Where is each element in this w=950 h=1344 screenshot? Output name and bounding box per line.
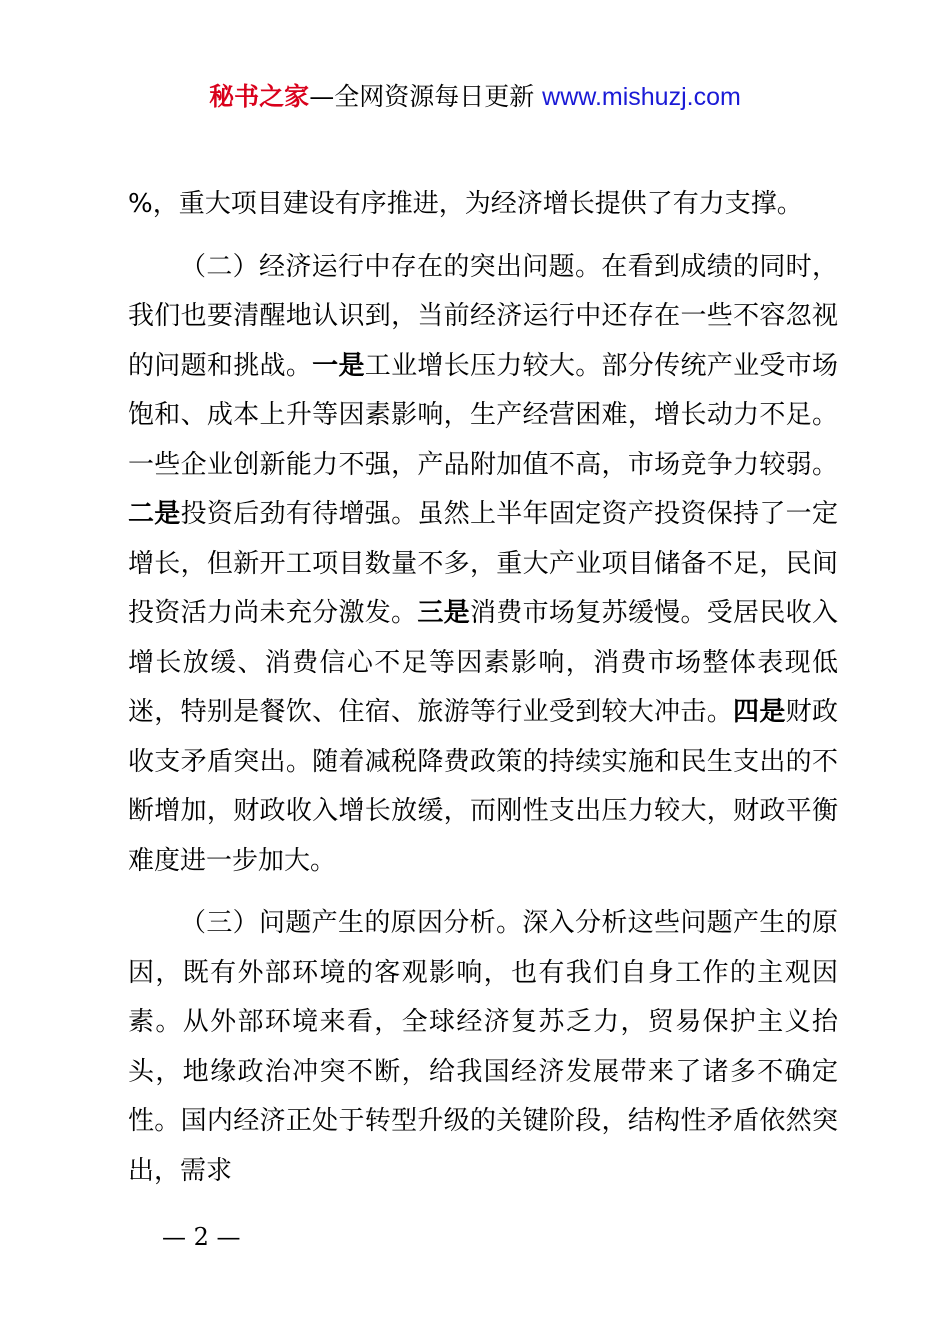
lead-third: 三是 bbox=[417, 598, 470, 628]
paragraph-causes: （三）问题产生的原因分析。深入分析这些问题产生的原因，既有外部环境的客观影响，也有我们自身工作的主观因素。从外部环境来看，全球经济复苏乏力，贸易保护主义抬头，地缘政治冲突不断，给我国经济发展带来了诸多不确定性。国内经济正处于转型升级的关键阶段，结构性矛盾依然突出，需求 bbox=[128, 908, 838, 1186]
site-tagline: —全网资源每日更新 bbox=[309, 82, 535, 111]
paragraph-continuation: %，重大项目建设有序推进，为经济增长提供了有力支撑。 bbox=[128, 189, 803, 219]
site-url-link[interactable]: www.mishuzj.com bbox=[542, 83, 741, 111]
document-body bbox=[128, 180, 838, 1196]
site-header bbox=[0, 80, 950, 114]
paragraph-problems bbox=[128, 243, 838, 887]
lead-second: 二是 bbox=[128, 499, 181, 529]
paragraph-problems-intro: （二）经济运行中存在的突出问题。在看到成绩的同时，我们也要清醒地认识到，当前经济运行中还存在一些不容忽视的问题和挑战。 bbox=[128, 251, 838, 381]
problem-second: 投资后劲有待增强。虽然上半年固定资产投资保持了一定增长，但新开工项目数量不多，重大产业项目储备不足，民间投资活力尚未充分激发。 bbox=[128, 499, 838, 628]
problem-fourth: 财政收支矛盾突出。随着减税降费政策的持续实施和民生支出的不断增加，财政收入增长放缓，而刚性支出压力较大，财政平衡难度进一步加大。 bbox=[128, 697, 838, 876]
lead-first: 一是 bbox=[312, 350, 365, 381]
page-number: — 2 — bbox=[162, 1223, 241, 1251]
problem-third: 消费市场复苏缓慢。受居民收入增长放缓、消费信心不足等因素影响，消费市场整体表现低迷，特别是餐饮、住宿、旅游等行业受到较大冲击。 bbox=[128, 598, 838, 727]
lead-fourth: 四是 bbox=[733, 697, 786, 727]
problem-first: 工业增长压力较大。部分传统产业受市场饱和、成本上升等因素影响，生产经营困难，增长动力不足。一些企业创新能力不强，产品附加值不高，市场竞争力较弱。 bbox=[128, 350, 838, 480]
site-brand: 秘书之家 bbox=[209, 82, 310, 111]
